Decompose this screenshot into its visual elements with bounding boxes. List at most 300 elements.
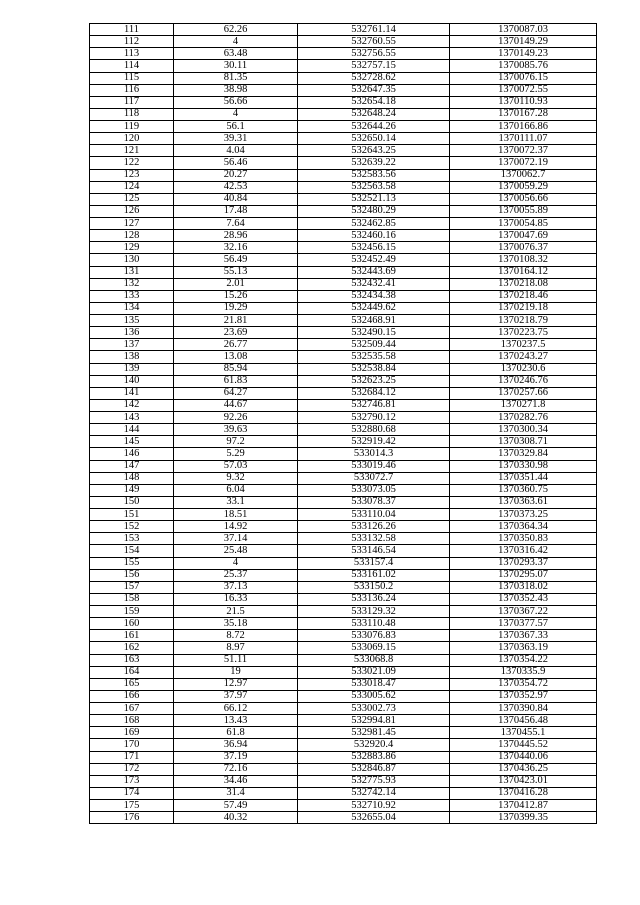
- x-coordinate-cell: 533150.2: [298, 581, 450, 593]
- x-coordinate-cell: 532880.68: [298, 424, 450, 436]
- table-row: [90, 509, 597, 521]
- point-number-cell: 172: [90, 763, 174, 775]
- distance-cell: 30.11: [174, 60, 298, 72]
- x-coordinate-cell: 532456.15: [298, 242, 450, 254]
- x-coordinate-cell: 532920.4: [298, 739, 450, 751]
- y-coordinate-cell: 1370367.33: [450, 630, 597, 642]
- x-coordinate-cell: 533129.32: [298, 606, 450, 618]
- table-row: [90, 800, 597, 812]
- x-coordinate-cell: 533161.02: [298, 569, 450, 581]
- y-coordinate-cell: 1370412.87: [450, 800, 597, 812]
- y-coordinate-cell: 1370300.34: [450, 424, 597, 436]
- distance-cell: 8.72: [174, 630, 298, 642]
- distance-cell: 34.46: [174, 775, 298, 787]
- x-coordinate-cell: 532449.62: [298, 302, 450, 314]
- x-coordinate-cell: 533002.73: [298, 703, 450, 715]
- distance-cell: 42.53: [174, 181, 298, 193]
- x-coordinate-cell: 533110.48: [298, 618, 450, 630]
- x-coordinate-cell: 533068.8: [298, 654, 450, 666]
- x-coordinate-cell: 533126.26: [298, 521, 450, 533]
- table-row: [90, 678, 597, 690]
- table-row: [90, 218, 597, 230]
- x-coordinate-cell: 532846.87: [298, 763, 450, 775]
- point-number-cell: 167: [90, 703, 174, 715]
- point-number-cell: 142: [90, 399, 174, 411]
- y-coordinate-cell: 1370062.7: [450, 169, 597, 181]
- point-number-cell: 173: [90, 775, 174, 787]
- y-coordinate-cell: 1370218.08: [450, 278, 597, 290]
- x-coordinate-cell: 533069.15: [298, 642, 450, 654]
- distance-cell: 40.32: [174, 812, 298, 824]
- table-row: [90, 812, 597, 824]
- y-coordinate-cell: 1370149.23: [450, 48, 597, 60]
- table-row: [90, 593, 597, 605]
- distance-cell: 55.13: [174, 266, 298, 278]
- point-number-cell: 171: [90, 751, 174, 763]
- point-number-cell: 135: [90, 315, 174, 327]
- y-coordinate-cell: 1370293.37: [450, 557, 597, 569]
- x-coordinate-cell: 532650.14: [298, 133, 450, 145]
- distance-cell: 20.27: [174, 169, 298, 181]
- x-coordinate-cell: 532981.45: [298, 727, 450, 739]
- distance-cell: 37.97: [174, 690, 298, 702]
- y-coordinate-cell: 1370351.44: [450, 472, 597, 484]
- table-row: [90, 205, 597, 217]
- distance-cell: 37.13: [174, 581, 298, 593]
- distance-cell: 25.37: [174, 569, 298, 581]
- y-coordinate-cell: 1370054.85: [450, 218, 597, 230]
- point-number-cell: 158: [90, 593, 174, 605]
- distance-cell: 2.01: [174, 278, 298, 290]
- x-coordinate-cell: 533021.09: [298, 666, 450, 678]
- table-row: [90, 521, 597, 533]
- point-number-cell: 166: [90, 690, 174, 702]
- y-coordinate-cell: 1370316.42: [450, 545, 597, 557]
- table-row: [90, 145, 597, 157]
- table-row: [90, 72, 597, 84]
- y-coordinate-cell: 1370352.97: [450, 690, 597, 702]
- distance-cell: 4: [174, 36, 298, 48]
- distance-cell: 37.19: [174, 751, 298, 763]
- x-coordinate-cell: 533014.3: [298, 448, 450, 460]
- table-row: [90, 84, 597, 96]
- x-coordinate-cell: 532710.92: [298, 800, 450, 812]
- y-coordinate-cell: 1370335.9: [450, 666, 597, 678]
- x-coordinate-cell: 532462.85: [298, 218, 450, 230]
- y-coordinate-cell: 1370219.18: [450, 302, 597, 314]
- distance-cell: 17.48: [174, 205, 298, 217]
- distance-cell: 25.48: [174, 545, 298, 557]
- point-number-cell: 174: [90, 787, 174, 799]
- y-coordinate-cell: 1370363.19: [450, 642, 597, 654]
- table-row: [90, 254, 597, 266]
- y-coordinate-cell: 1370354.72: [450, 678, 597, 690]
- x-coordinate-cell: 532639.22: [298, 157, 450, 169]
- x-coordinate-cell: 532535.58: [298, 351, 450, 363]
- table-row: [90, 618, 597, 630]
- x-coordinate-cell: 532742.14: [298, 787, 450, 799]
- table-row: [90, 654, 597, 666]
- table-row: [90, 581, 597, 593]
- point-number-cell: 151: [90, 509, 174, 521]
- distance-cell: 61.8: [174, 727, 298, 739]
- point-number-cell: 153: [90, 533, 174, 545]
- point-number-cell: 125: [90, 193, 174, 205]
- distance-cell: 21.81: [174, 315, 298, 327]
- point-number-cell: 163: [90, 654, 174, 666]
- y-coordinate-cell: 1370076.37: [450, 242, 597, 254]
- point-number-cell: 170: [90, 739, 174, 751]
- distance-cell: 97.2: [174, 436, 298, 448]
- x-coordinate-cell: 533132.58: [298, 533, 450, 545]
- table-row: [90, 24, 597, 36]
- point-number-cell: 141: [90, 387, 174, 399]
- y-coordinate-cell: 1370308.71: [450, 436, 597, 448]
- table-row: [90, 96, 597, 108]
- point-number-cell: 146: [90, 448, 174, 460]
- distance-cell: 92.26: [174, 412, 298, 424]
- y-coordinate-cell: 1370108.32: [450, 254, 597, 266]
- table-row: [90, 133, 597, 145]
- distance-cell: 7.64: [174, 218, 298, 230]
- x-coordinate-cell: 533146.54: [298, 545, 450, 557]
- table-row: [90, 412, 597, 424]
- y-coordinate-cell: 1370218.46: [450, 290, 597, 302]
- table-row: [90, 727, 597, 739]
- y-coordinate-cell: 1370377.57: [450, 618, 597, 630]
- point-number-cell: 137: [90, 339, 174, 351]
- table-row: [90, 448, 597, 460]
- x-coordinate-cell: 532790.12: [298, 412, 450, 424]
- x-coordinate-cell: 532623.25: [298, 375, 450, 387]
- distance-cell: 14.92: [174, 521, 298, 533]
- distance-cell: 18.51: [174, 509, 298, 521]
- distance-cell: 19.29: [174, 302, 298, 314]
- point-number-cell: 152: [90, 521, 174, 533]
- distance-cell: 39.63: [174, 424, 298, 436]
- table-row: [90, 557, 597, 569]
- table-row: [90, 363, 597, 375]
- table-row: [90, 230, 597, 242]
- table-row: [90, 533, 597, 545]
- x-coordinate-cell: 533018.47: [298, 678, 450, 690]
- y-coordinate-cell: 1370087.03: [450, 24, 597, 36]
- x-coordinate-cell: 532994.81: [298, 715, 450, 727]
- y-coordinate-cell: 1370072.37: [450, 145, 597, 157]
- x-coordinate-cell: 532538.84: [298, 363, 450, 375]
- distance-cell: 23.69: [174, 327, 298, 339]
- table-row: [90, 108, 597, 120]
- y-coordinate-cell: 1370318.02: [450, 581, 597, 593]
- distance-cell: 32.16: [174, 242, 298, 254]
- distance-cell: 38.98: [174, 84, 298, 96]
- y-coordinate-cell: 1370218.79: [450, 315, 597, 327]
- point-number-cell: 154: [90, 545, 174, 557]
- distance-cell: 81.35: [174, 72, 298, 84]
- y-coordinate-cell: 1370076.15: [450, 72, 597, 84]
- table-row: [90, 496, 597, 508]
- distance-cell: 51.11: [174, 654, 298, 666]
- distance-cell: 8.97: [174, 642, 298, 654]
- distance-cell: 57.03: [174, 460, 298, 472]
- distance-cell: 4: [174, 557, 298, 569]
- table-row: [90, 642, 597, 654]
- x-coordinate-cell: 532760.55: [298, 36, 450, 48]
- x-coordinate-cell: 532432.41: [298, 278, 450, 290]
- point-number-cell: 129: [90, 242, 174, 254]
- distance-cell: 57.49: [174, 800, 298, 812]
- point-number-cell: 113: [90, 48, 174, 60]
- distance-cell: 63.48: [174, 48, 298, 60]
- y-coordinate-cell: 1370350.83: [450, 533, 597, 545]
- point-number-cell: 156: [90, 569, 174, 581]
- distance-cell: 56.46: [174, 157, 298, 169]
- point-number-cell: 112: [90, 36, 174, 48]
- y-coordinate-cell: 1370329.84: [450, 448, 597, 460]
- table-row: [90, 715, 597, 727]
- y-coordinate-cell: 1370390.84: [450, 703, 597, 715]
- y-coordinate-cell: 1370072.19: [450, 157, 597, 169]
- table-row: [90, 278, 597, 290]
- distance-cell: 19: [174, 666, 298, 678]
- point-number-cell: 127: [90, 218, 174, 230]
- distance-cell: 56.49: [174, 254, 298, 266]
- y-coordinate-cell: 1370167.28: [450, 108, 597, 120]
- point-number-cell: 130: [90, 254, 174, 266]
- y-coordinate-cell: 1370354.22: [450, 654, 597, 666]
- y-coordinate-cell: 1370110.93: [450, 96, 597, 108]
- point-number-cell: 150: [90, 496, 174, 508]
- table-row: [90, 169, 597, 181]
- table-row: [90, 545, 597, 557]
- y-coordinate-cell: 1370360.75: [450, 484, 597, 496]
- point-number-cell: 147: [90, 460, 174, 472]
- x-coordinate-cell: 532521.13: [298, 193, 450, 205]
- point-number-cell: 161: [90, 630, 174, 642]
- table-row: [90, 121, 597, 133]
- point-number-cell: 120: [90, 133, 174, 145]
- point-number-cell: 117: [90, 96, 174, 108]
- point-number-cell: 126: [90, 205, 174, 217]
- table-row: [90, 472, 597, 484]
- table-row: [90, 703, 597, 715]
- distance-cell: 36.94: [174, 739, 298, 751]
- x-coordinate-cell: 532468.91: [298, 315, 450, 327]
- x-coordinate-cell: 532452.49: [298, 254, 450, 266]
- y-coordinate-cell: 1370423.01: [450, 775, 597, 787]
- distance-cell: 21.5: [174, 606, 298, 618]
- distance-cell: 15.26: [174, 290, 298, 302]
- table-row: [90, 339, 597, 351]
- point-number-cell: 162: [90, 642, 174, 654]
- x-coordinate-cell: 532460.16: [298, 230, 450, 242]
- y-coordinate-cell: 1370056.66: [450, 193, 597, 205]
- distance-cell: 56.1: [174, 121, 298, 133]
- distance-cell: 26.77: [174, 339, 298, 351]
- y-coordinate-cell: 1370455.1: [450, 727, 597, 739]
- point-number-cell: 157: [90, 581, 174, 593]
- x-coordinate-cell: 532775.93: [298, 775, 450, 787]
- y-coordinate-cell: 1370085.76: [450, 60, 597, 72]
- table-row: [90, 181, 597, 193]
- distance-cell: 61.83: [174, 375, 298, 387]
- distance-cell: 9.32: [174, 472, 298, 484]
- point-number-cell: 128: [90, 230, 174, 242]
- y-coordinate-cell: 1370440.06: [450, 751, 597, 763]
- table-row: [90, 375, 597, 387]
- point-number-cell: 140: [90, 375, 174, 387]
- table-row: [90, 751, 597, 763]
- distance-cell: 28.96: [174, 230, 298, 242]
- table-row: [90, 763, 597, 775]
- coordinate-table: [89, 23, 597, 824]
- x-coordinate-cell: 532655.04: [298, 812, 450, 824]
- table-row: [90, 242, 597, 254]
- y-coordinate-cell: 1370373.25: [450, 509, 597, 521]
- point-number-cell: 169: [90, 727, 174, 739]
- x-coordinate-cell: 532757.15: [298, 60, 450, 72]
- distance-cell: 4.04: [174, 145, 298, 157]
- distance-cell: 16.33: [174, 593, 298, 605]
- table-row: [90, 302, 597, 314]
- point-number-cell: 138: [90, 351, 174, 363]
- y-coordinate-cell: 1370330.98: [450, 460, 597, 472]
- point-number-cell: 155: [90, 557, 174, 569]
- point-number-cell: 136: [90, 327, 174, 339]
- x-coordinate-cell: 532643.25: [298, 145, 450, 157]
- table-row: [90, 436, 597, 448]
- distance-cell: 35.18: [174, 618, 298, 630]
- y-coordinate-cell: 1370059.29: [450, 181, 597, 193]
- point-number-cell: 143: [90, 412, 174, 424]
- point-number-cell: 159: [90, 606, 174, 618]
- table-row: [90, 290, 597, 302]
- table-row: [90, 484, 597, 496]
- y-coordinate-cell: 1370164.12: [450, 266, 597, 278]
- y-coordinate-cell: 1370363.61: [450, 496, 597, 508]
- x-coordinate-cell: 532648.24: [298, 108, 450, 120]
- table-row: [90, 327, 597, 339]
- x-coordinate-cell: 532490.15: [298, 327, 450, 339]
- point-number-cell: 175: [90, 800, 174, 812]
- x-coordinate-cell: 532644.26: [298, 121, 450, 133]
- table-row: [90, 315, 597, 327]
- y-coordinate-cell: 1370295.07: [450, 569, 597, 581]
- table-row: [90, 666, 597, 678]
- x-coordinate-cell: 532509.44: [298, 339, 450, 351]
- point-number-cell: 114: [90, 60, 174, 72]
- table-body: [90, 24, 597, 824]
- table-row: [90, 606, 597, 618]
- table-row: [90, 48, 597, 60]
- table-row: [90, 399, 597, 411]
- y-coordinate-cell: 1370166.86: [450, 121, 597, 133]
- y-coordinate-cell: 1370352.43: [450, 593, 597, 605]
- point-number-cell: 139: [90, 363, 174, 375]
- x-coordinate-cell: 532434.38: [298, 290, 450, 302]
- point-number-cell: 144: [90, 424, 174, 436]
- y-coordinate-cell: 1370257.66: [450, 387, 597, 399]
- point-number-cell: 118: [90, 108, 174, 120]
- distance-cell: 4: [174, 108, 298, 120]
- y-coordinate-cell: 1370243.27: [450, 351, 597, 363]
- table-row: [90, 387, 597, 399]
- distance-cell: 31.4: [174, 787, 298, 799]
- distance-cell: 85.94: [174, 363, 298, 375]
- y-coordinate-cell: 1370399.35: [450, 812, 597, 824]
- table-row: [90, 569, 597, 581]
- x-coordinate-cell: 533072.7: [298, 472, 450, 484]
- x-coordinate-cell: 533019.46: [298, 460, 450, 472]
- point-number-cell: 160: [90, 618, 174, 630]
- x-coordinate-cell: 532919.42: [298, 436, 450, 448]
- distance-cell: 37.14: [174, 533, 298, 545]
- x-coordinate-cell: 533110.04: [298, 509, 450, 521]
- distance-cell: 13.43: [174, 715, 298, 727]
- y-coordinate-cell: 1370246.76: [450, 375, 597, 387]
- x-coordinate-cell: 532480.29: [298, 205, 450, 217]
- x-coordinate-cell: 532654.18: [298, 96, 450, 108]
- y-coordinate-cell: 1370367.22: [450, 606, 597, 618]
- table-row: [90, 351, 597, 363]
- point-number-cell: 149: [90, 484, 174, 496]
- point-number-cell: 165: [90, 678, 174, 690]
- y-coordinate-cell: 1370456.48: [450, 715, 597, 727]
- x-coordinate-cell: 532647.35: [298, 84, 450, 96]
- point-number-cell: 168: [90, 715, 174, 727]
- distance-cell: 64.27: [174, 387, 298, 399]
- x-coordinate-cell: 533005.62: [298, 690, 450, 702]
- distance-cell: 5.29: [174, 448, 298, 460]
- distance-cell: 6.04: [174, 484, 298, 496]
- y-coordinate-cell: 1370230.6: [450, 363, 597, 375]
- x-coordinate-cell: 532443.69: [298, 266, 450, 278]
- table-row: [90, 460, 597, 472]
- y-coordinate-cell: 1370271.8: [450, 399, 597, 411]
- table-row: [90, 193, 597, 205]
- point-number-cell: 133: [90, 290, 174, 302]
- x-coordinate-cell: 532728.62: [298, 72, 450, 84]
- distance-cell: 40.84: [174, 193, 298, 205]
- x-coordinate-cell: 532756.55: [298, 48, 450, 60]
- point-number-cell: 122: [90, 157, 174, 169]
- distance-cell: 33.1: [174, 496, 298, 508]
- table-row: [90, 157, 597, 169]
- table-row: [90, 690, 597, 702]
- table-row: [90, 787, 597, 799]
- point-number-cell: 116: [90, 84, 174, 96]
- x-coordinate-cell: 532883.86: [298, 751, 450, 763]
- y-coordinate-cell: 1370047.69: [450, 230, 597, 242]
- point-number-cell: 132: [90, 278, 174, 290]
- point-number-cell: 115: [90, 72, 174, 84]
- point-number-cell: 111: [90, 24, 174, 36]
- y-coordinate-cell: 1370223.75: [450, 327, 597, 339]
- table-row: [90, 60, 597, 72]
- point-number-cell: 148: [90, 472, 174, 484]
- y-coordinate-cell: 1370416.28: [450, 787, 597, 799]
- distance-cell: 12.97: [174, 678, 298, 690]
- y-coordinate-cell: 1370055.89: [450, 205, 597, 217]
- y-coordinate-cell: 1370237.5: [450, 339, 597, 351]
- distance-cell: 66.12: [174, 703, 298, 715]
- x-coordinate-cell: 533136.24: [298, 593, 450, 605]
- y-coordinate-cell: 1370282.76: [450, 412, 597, 424]
- y-coordinate-cell: 1370364.34: [450, 521, 597, 533]
- point-number-cell: 134: [90, 302, 174, 314]
- distance-cell: 44.67: [174, 399, 298, 411]
- y-coordinate-cell: 1370111.07: [450, 133, 597, 145]
